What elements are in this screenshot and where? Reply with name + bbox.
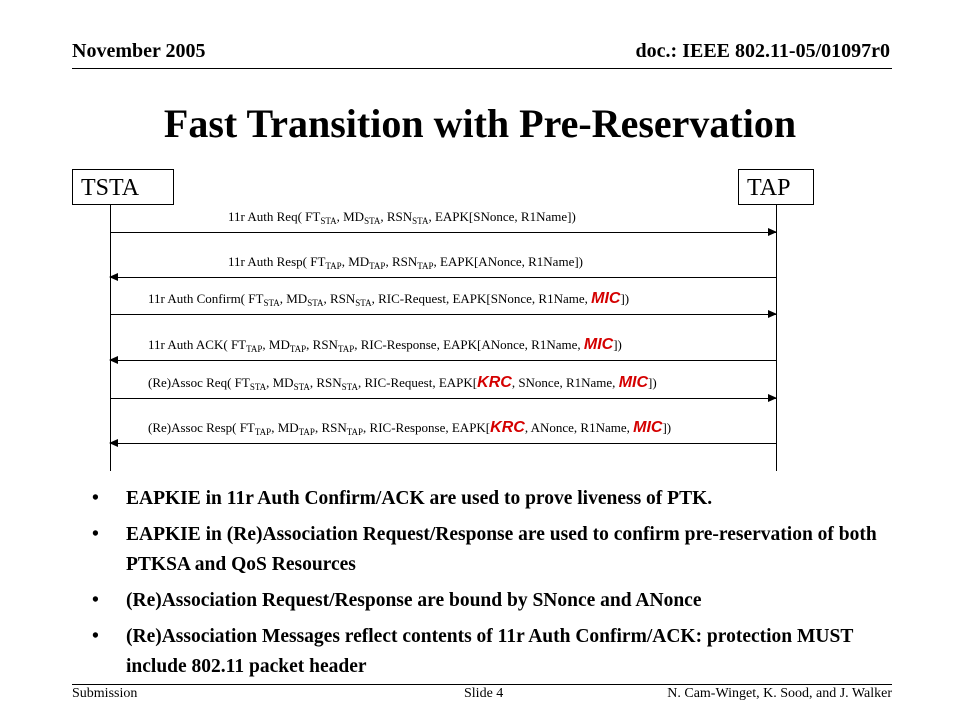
message-arrow [110,398,776,399]
bullet-text: EAPKIE in (Re)Association Request/Response are used to confirm pre-reservation of both PTKSA and QoS Resources [126,524,877,575]
footer-divider [72,684,892,685]
message-label: 11r Auth Resp( $FT_{TAP}$, $MD_{TAP}$, $RSN_{TAP}$, EAPK[ANonce, R1Name]) [228,254,583,271]
tap-entity-box: TAP [738,169,814,205]
header-date: November 2005 [72,40,206,62]
footer-slide-number: Slide 4 [464,686,504,701]
slide-title: Fast Transition with Pre-Reservation [163,101,797,146]
bullet-text: (Re)Association Messages reflect contents of 11r Auth Confirm/ACK: protection MUST include 802.11 packet header [126,626,854,677]
message-label: 11r Auth Confirm( $FT_{STA}$, $MD_{STA}$, $RSN_{STA}$, RIC-Request, EAPK[SNonce, R1Name, MIC]) [148,290,630,308]
footer-submission: Submission [72,686,138,701]
bullet-dot-icon: • [92,488,99,509]
tsta-lifeline [110,205,111,471]
bullet-item [92,586,892,616]
message-arrow [110,443,776,444]
bullet-item [92,622,892,682]
bullet-dot-icon: • [92,626,99,647]
message-label: (Re)Assoc Req( $FT_{STA}$, $MD_{STA}$, $RSN_{STA}$, RIC-Request, EAPK[KRC, SNonce, R1Name, MIC]) [148,374,657,392]
message-arrow [110,277,776,278]
message-arrow [110,232,776,233]
bullet-item [92,520,892,580]
tap-lifeline [776,205,777,471]
bullet-text: EAPKIE in 11r Auth Confirm/ACK are used to prove liveness of PTK. [126,488,713,509]
tsta-entity-box: TSTA [72,169,174,205]
message-label: (Re)Assoc Resp( $FT_{TAP}$, $MD_{TAP}$, $RSN_{TAP}$, RIC-Response, EAPK[KRC, ANonce, R1Name, MIC]) [148,419,672,437]
message-label: 11r Auth Req( $FT_{STA}$, $MD_{STA}$, $RSN_{STA}$, EAPK[SNonce, R1Name]) [228,209,576,226]
bullet-dot-icon: • [92,590,99,611]
message-arrow [110,314,776,315]
bullet-dot-icon: • [92,524,99,545]
message-arrow [110,360,776,361]
footer-authors: N. Cam-Winget, K. Sood, and J. Walker [667,686,892,701]
bullet-item [92,484,892,514]
header-divider [72,68,892,69]
header-doc-id: doc.: IEEE 802.11-05/01097r0 [635,40,890,62]
bullet-list [92,484,892,688]
bullet-text: (Re)Association Request/Response are bound by SNonce and ANonce [126,590,702,611]
message-label: 11r Auth ACK( $FT_{TAP}$, $MD_{TAP}$, $RSN_{TAP}$, RIC-Response, EAPK[ANonce, R1Name, MIC]) [148,336,622,354]
